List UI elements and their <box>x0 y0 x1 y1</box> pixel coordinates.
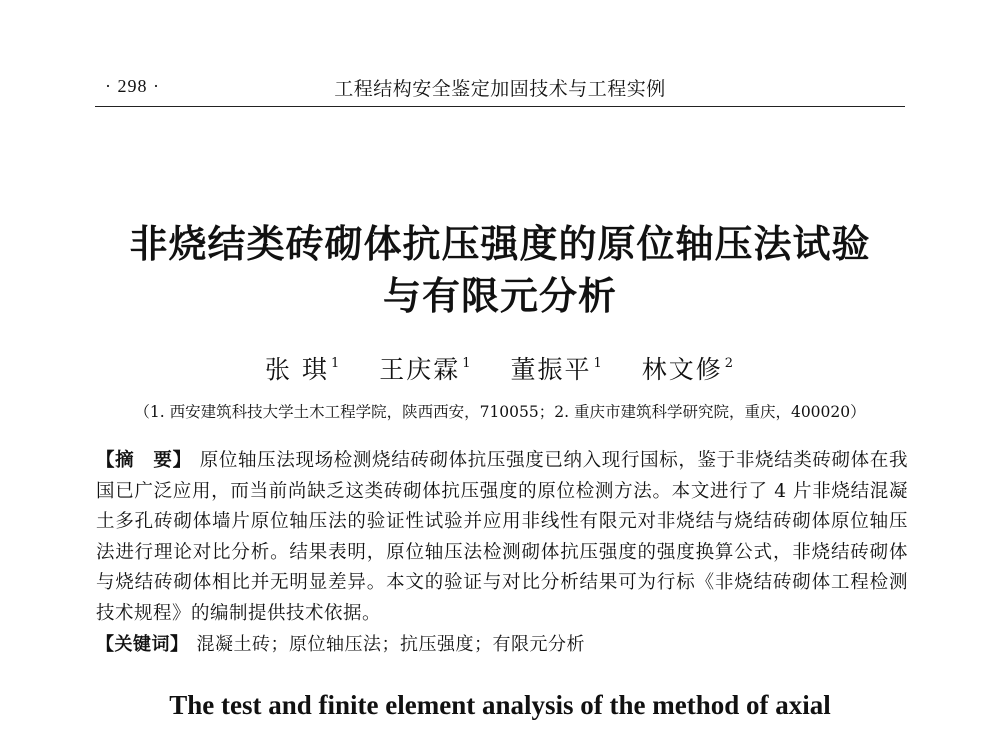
author <box>379 350 472 386</box>
article-title-line-1: 非烧结类砖砌体抗压强度的原位轴压法试验 <box>129 221 871 266</box>
keywords <box>96 630 908 660</box>
book-title: 工程结构安全鉴定加固技术与工程实例 <box>334 78 666 100</box>
article-title <box>0 218 1000 322</box>
author-name: 王庆霖 <box>379 355 461 384</box>
affiliations: （1. 西安建筑科技大学土木工程学院，陕西西安，710055；2. 重庆市建筑科学研究院，重庆，400020） <box>134 403 866 421</box>
article-title-line-2: 与有限元分析 <box>382 273 617 318</box>
author <box>265 350 341 386</box>
author-list <box>0 350 1000 386</box>
abstract-text: 原位轴压法现场检测烧结砖砌体抗压强度已纳入现行国标，鉴于非烧结类砖砌体在我国已广泛应用，而当前尚缺乏这类砖砌体抗压强度的原位检测方法。本文进行了 4 片非烧结混凝土多孔砖砌体墙片原位轴压法的验证性试验并应用非线性有限元对非烧结与烧结砖砌体原位轴压法进行理论对比分析。结果表明，原位轴压法检测砌体抗压强度的强度换算公式，非烧结砖砌体与烧结砖砌体相比并无明显差异。本文的验证与对比分析结果可为行标《非烧结砖砌体工程检测技术规程》的编制提供技术依据。 <box>96 450 908 624</box>
author-affiliation-mark: 1 <box>330 356 342 371</box>
author <box>642 350 735 386</box>
author-affiliation-mark: 1 <box>593 356 604 371</box>
author-affiliation-mark: 1 <box>462 356 473 371</box>
author-name: 董振平 <box>510 355 592 384</box>
abstract-label: 【摘 要】 <box>96 450 192 471</box>
running-header <box>95 72 905 107</box>
keywords-text: 混凝土砖；原位轴压法；抗压强度；有限元分析 <box>196 634 585 655</box>
page-number: · 298 · <box>105 76 160 96</box>
author-affiliation-mark: 2 <box>724 356 735 371</box>
keywords-label: 【关键词】 <box>96 634 189 655</box>
author-name: 张 琪 <box>265 355 329 384</box>
author-name: 林文修 <box>641 355 723 384</box>
english-title: The test and finite element analysis of the method of axial <box>169 690 831 720</box>
author <box>510 350 603 386</box>
abstract <box>96 446 908 630</box>
